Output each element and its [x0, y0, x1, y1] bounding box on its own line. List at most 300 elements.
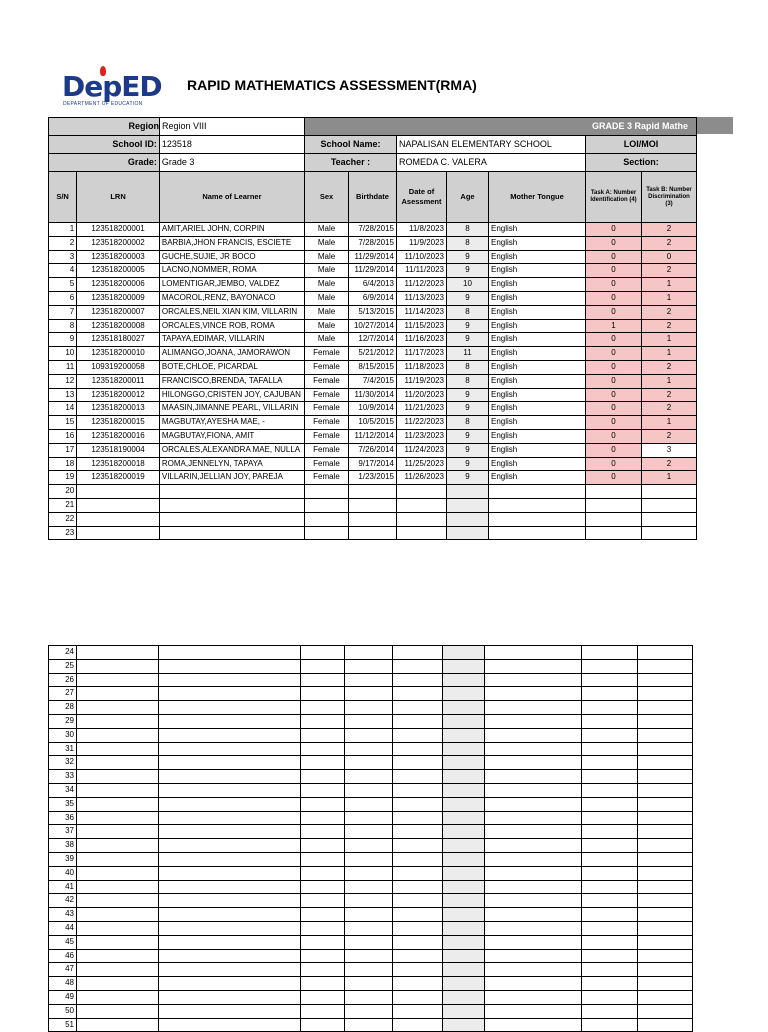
empty-cell[interactable]: [638, 728, 693, 742]
empty-cell[interactable]: [485, 687, 582, 701]
empty-cell[interactable]: [638, 908, 693, 922]
empty-cell[interactable]: [345, 908, 393, 922]
empty-cell[interactable]: [301, 728, 345, 742]
lrn-cell[interactable]: 123518200006: [77, 278, 160, 292]
empty-cell[interactable]: [443, 963, 485, 977]
empty-cell[interactable]: [638, 756, 693, 770]
empty-cell[interactable]: [77, 935, 159, 949]
empty-cell[interactable]: [77, 783, 159, 797]
assessment-date-cell[interactable]: 11/22/2023: [397, 416, 447, 430]
empty-cell[interactable]: [77, 646, 159, 660]
task-b-score-cell[interactable]: 1: [642, 416, 697, 430]
empty-cell[interactable]: [642, 498, 697, 512]
school-name-value[interactable]: NAPALISAN ELEMENTARY SCHOOL: [397, 136, 586, 154]
task-b-score-cell[interactable]: 1: [642, 471, 697, 485]
empty-cell[interactable]: [393, 673, 443, 687]
learner-name-cell[interactable]: LACNO,NOMMER, ROMA: [159, 264, 304, 278]
assessment-date-cell[interactable]: 11/20/2023: [397, 388, 447, 402]
empty-cell[interactable]: [393, 852, 443, 866]
mother-tongue-cell[interactable]: English: [489, 443, 586, 457]
empty-cell[interactable]: [443, 977, 485, 991]
task-b-score-cell[interactable]: 1: [642, 333, 697, 347]
empty-cell[interactable]: [77, 1018, 159, 1032]
learner-name-cell[interactable]: HILONGGO,CRISTEN JOY, CAJUBAN: [159, 388, 304, 402]
empty-cell[interactable]: [582, 825, 638, 839]
sex-cell[interactable]: Female: [305, 416, 349, 430]
mother-tongue-cell[interactable]: English: [489, 388, 586, 402]
empty-cell[interactable]: [349, 526, 397, 540]
assessment-date-cell[interactable]: 11/18/2023: [397, 360, 447, 374]
assessment-date-cell[interactable]: 11/8/2023: [397, 223, 447, 237]
empty-cell[interactable]: [586, 526, 642, 540]
sex-cell[interactable]: Male: [305, 333, 349, 347]
empty-cell[interactable]: [393, 977, 443, 991]
empty-cell[interactable]: [159, 894, 301, 908]
empty-cell[interactable]: [638, 866, 693, 880]
lrn-cell[interactable]: 123518200013: [77, 402, 160, 416]
assessment-date-cell[interactable]: 11/24/2023: [397, 443, 447, 457]
learner-name-cell[interactable]: ORCALES,NEIL XIAN KIM, VILLARIN: [159, 305, 304, 319]
birthdate-cell[interactable]: 6/4/2013: [349, 278, 397, 292]
empty-cell[interactable]: [443, 646, 485, 660]
empty-cell[interactable]: [393, 1004, 443, 1018]
empty-cell[interactable]: [77, 880, 159, 894]
empty-cell[interactable]: [582, 687, 638, 701]
empty-cell[interactable]: [485, 977, 582, 991]
empty-cell[interactable]: [159, 963, 301, 977]
empty-cell[interactable]: [638, 646, 693, 660]
empty-cell[interactable]: [582, 880, 638, 894]
empty-cell[interactable]: [393, 797, 443, 811]
empty-cell[interactable]: [301, 701, 345, 715]
empty-cell[interactable]: [301, 714, 345, 728]
teacher-value[interactable]: ROMEDA C. VALERA: [397, 154, 586, 172]
empty-cell[interactable]: [159, 659, 301, 673]
school-id-value[interactable]: 123518: [159, 136, 304, 154]
empty-cell[interactable]: [77, 756, 159, 770]
empty-cell[interactable]: [638, 811, 693, 825]
task-b-score-cell[interactable]: 1: [642, 374, 697, 388]
empty-cell[interactable]: [159, 701, 301, 715]
empty-cell[interactable]: [393, 770, 443, 784]
empty-cell[interactable]: [345, 852, 393, 866]
empty-cell[interactable]: [345, 839, 393, 853]
empty-cell[interactable]: [443, 728, 485, 742]
empty-cell[interactable]: [159, 866, 301, 880]
empty-cell[interactable]: [159, 742, 301, 756]
empty-cell[interactable]: [159, 935, 301, 949]
empty-cell[interactable]: [159, 728, 301, 742]
mother-tongue-cell[interactable]: English: [489, 319, 586, 333]
task-a-score-cell[interactable]: 0: [586, 223, 642, 237]
sex-cell[interactable]: Male: [305, 250, 349, 264]
empty-cell[interactable]: [159, 498, 304, 512]
empty-cell[interactable]: [642, 512, 697, 526]
empty-cell[interactable]: [485, 797, 582, 811]
task-b-score-cell[interactable]: 2: [642, 236, 697, 250]
empty-cell[interactable]: [638, 963, 693, 977]
empty-cell[interactable]: [159, 783, 301, 797]
sex-cell[interactable]: Female: [305, 402, 349, 416]
empty-cell[interactable]: [159, 797, 301, 811]
empty-cell[interactable]: [443, 673, 485, 687]
task-a-score-cell[interactable]: 0: [586, 305, 642, 319]
empty-cell[interactable]: [582, 1004, 638, 1018]
assessment-date-cell[interactable]: 11/16/2023: [397, 333, 447, 347]
empty-cell[interactable]: [443, 894, 485, 908]
empty-cell[interactable]: [582, 852, 638, 866]
empty-cell[interactable]: [345, 977, 393, 991]
empty-cell[interactable]: [159, 949, 301, 963]
assessment-date-cell[interactable]: 11/12/2023: [397, 278, 447, 292]
empty-cell[interactable]: [159, 908, 301, 922]
empty-cell[interactable]: [393, 1018, 443, 1032]
sex-cell[interactable]: Female: [305, 429, 349, 443]
mother-tongue-cell[interactable]: English: [489, 264, 586, 278]
lrn-cell[interactable]: 123518200015: [77, 416, 160, 430]
empty-cell[interactable]: [301, 687, 345, 701]
empty-cell[interactable]: [159, 485, 304, 499]
empty-cell[interactable]: [638, 1004, 693, 1018]
empty-cell[interactable]: [582, 921, 638, 935]
task-a-score-cell[interactable]: 0: [586, 374, 642, 388]
birthdate-cell[interactable]: 7/28/2015: [349, 223, 397, 237]
empty-cell[interactable]: [638, 894, 693, 908]
empty-cell[interactable]: [393, 880, 443, 894]
empty-cell[interactable]: [485, 852, 582, 866]
empty-cell[interactable]: [301, 908, 345, 922]
mother-tongue-cell[interactable]: English: [489, 457, 586, 471]
empty-cell[interactable]: [345, 646, 393, 660]
lrn-cell[interactable]: 123518200012: [77, 388, 160, 402]
empty-cell[interactable]: [301, 852, 345, 866]
empty-cell[interactable]: [443, 811, 485, 825]
empty-cell[interactable]: [485, 783, 582, 797]
task-a-score-cell[interactable]: 0: [586, 278, 642, 292]
empty-cell[interactable]: [301, 659, 345, 673]
empty-cell[interactable]: [582, 908, 638, 922]
task-a-score-cell[interactable]: 1: [586, 319, 642, 333]
empty-cell[interactable]: [443, 935, 485, 949]
task-a-score-cell[interactable]: 0: [586, 291, 642, 305]
empty-cell[interactable]: [638, 673, 693, 687]
empty-cell[interactable]: [485, 825, 582, 839]
empty-cell[interactable]: [301, 839, 345, 853]
empty-cell[interactable]: [443, 770, 485, 784]
mother-tongue-cell[interactable]: English: [489, 291, 586, 305]
empty-cell[interactable]: [397, 485, 447, 499]
mother-tongue-cell[interactable]: English: [489, 429, 586, 443]
empty-cell[interactable]: [393, 866, 443, 880]
task-a-score-cell[interactable]: 0: [586, 347, 642, 361]
empty-cell[interactable]: [638, 701, 693, 715]
sex-cell[interactable]: Male: [305, 291, 349, 305]
empty-cell[interactable]: [485, 646, 582, 660]
empty-cell[interactable]: [638, 977, 693, 991]
empty-cell[interactable]: [77, 977, 159, 991]
empty-cell[interactable]: [443, 687, 485, 701]
empty-cell[interactable]: [485, 1004, 582, 1018]
task-a-score-cell[interactable]: 0: [586, 333, 642, 347]
empty-cell[interactable]: [582, 646, 638, 660]
task-a-score-cell[interactable]: 0: [586, 360, 642, 374]
empty-cell[interactable]: [582, 770, 638, 784]
task-b-score-cell[interactable]: 1: [642, 347, 697, 361]
task-a-score-cell[interactable]: 0: [586, 264, 642, 278]
empty-cell[interactable]: [582, 977, 638, 991]
birthdate-cell[interactable]: 7/28/2015: [349, 236, 397, 250]
empty-cell[interactable]: [393, 949, 443, 963]
learner-name-cell[interactable]: VILLARIN,JELLIAN JOY, PAREJA: [159, 471, 304, 485]
empty-cell[interactable]: [77, 673, 159, 687]
empty-cell[interactable]: [345, 866, 393, 880]
empty-cell[interactable]: [397, 512, 447, 526]
empty-cell[interactable]: [159, 880, 301, 894]
empty-cell[interactable]: [393, 728, 443, 742]
empty-cell[interactable]: [393, 783, 443, 797]
birthdate-cell[interactable]: 11/29/2014: [349, 264, 397, 278]
empty-cell[interactable]: [77, 949, 159, 963]
empty-cell[interactable]: [301, 963, 345, 977]
empty-cell[interactable]: [301, 921, 345, 935]
empty-cell[interactable]: [485, 1018, 582, 1032]
empty-cell[interactable]: [345, 949, 393, 963]
learner-name-cell[interactable]: MAGBUTAY,AYESHA MAE, -: [159, 416, 304, 430]
empty-cell[interactable]: [485, 742, 582, 756]
empty-cell[interactable]: [301, 880, 345, 894]
empty-cell[interactable]: [393, 963, 443, 977]
task-b-score-cell[interactable]: 2: [642, 429, 697, 443]
empty-cell[interactable]: [582, 949, 638, 963]
empty-cell[interactable]: [305, 512, 349, 526]
birthdate-cell[interactable]: 7/4/2015: [349, 374, 397, 388]
empty-cell[interactable]: [77, 825, 159, 839]
empty-cell[interactable]: [638, 783, 693, 797]
empty-cell[interactable]: [485, 756, 582, 770]
empty-cell[interactable]: [301, 949, 345, 963]
sex-cell[interactable]: Female: [305, 374, 349, 388]
lrn-cell[interactable]: 123518200007: [77, 305, 160, 319]
empty-cell[interactable]: [397, 526, 447, 540]
empty-cell[interactable]: [77, 512, 160, 526]
lrn-cell[interactable]: 123518200009: [77, 291, 160, 305]
empty-cell[interactable]: [638, 839, 693, 853]
empty-cell[interactable]: [159, 512, 304, 526]
empty-cell[interactable]: [638, 825, 693, 839]
learner-name-cell[interactable]: MACOROL,RENZ, BAYONACO: [159, 291, 304, 305]
birthdate-cell[interactable]: 10/9/2014: [349, 402, 397, 416]
assessment-date-cell[interactable]: 11/17/2023: [397, 347, 447, 361]
learner-name-cell[interactable]: MAASIN,JIMANNE PEARL, VILLARIN: [159, 402, 304, 416]
empty-cell[interactable]: [345, 714, 393, 728]
empty-cell[interactable]: [345, 687, 393, 701]
sex-cell[interactable]: Female: [305, 360, 349, 374]
empty-cell[interactable]: [345, 673, 393, 687]
empty-cell[interactable]: [393, 908, 443, 922]
empty-cell[interactable]: [443, 659, 485, 673]
empty-cell[interactable]: [393, 839, 443, 853]
lrn-cell[interactable]: 123518200001: [77, 223, 160, 237]
empty-cell[interactable]: [301, 770, 345, 784]
empty-cell[interactable]: [582, 714, 638, 728]
empty-cell[interactable]: [77, 687, 159, 701]
empty-cell[interactable]: [393, 687, 443, 701]
learner-name-cell[interactable]: ORCALES,VINCE ROB, ROMA: [159, 319, 304, 333]
empty-cell[interactable]: [345, 783, 393, 797]
sex-cell[interactable]: Male: [305, 305, 349, 319]
empty-cell[interactable]: [393, 742, 443, 756]
empty-cell[interactable]: [77, 1004, 159, 1018]
empty-cell[interactable]: [345, 825, 393, 839]
assessment-date-cell[interactable]: 11/10/2023: [397, 250, 447, 264]
sex-cell[interactable]: Female: [305, 347, 349, 361]
task-b-score-cell[interactable]: 1: [642, 291, 697, 305]
empty-cell[interactable]: [159, 852, 301, 866]
empty-cell[interactable]: [349, 498, 397, 512]
empty-cell[interactable]: [586, 512, 642, 526]
empty-cell[interactable]: [77, 770, 159, 784]
empty-cell[interactable]: [443, 949, 485, 963]
empty-cell[interactable]: [485, 811, 582, 825]
empty-cell[interactable]: [485, 880, 582, 894]
empty-cell[interactable]: [443, 1018, 485, 1032]
lrn-cell[interactable]: 123518200005: [77, 264, 160, 278]
empty-cell[interactable]: [77, 701, 159, 715]
learner-name-cell[interactable]: GUCHE,SUJIE, JR BOCO: [159, 250, 304, 264]
empty-cell[interactable]: [345, 742, 393, 756]
empty-cell[interactable]: [77, 498, 160, 512]
learner-name-cell[interactable]: AMIT,ARIEL JOHN, CORPIN: [159, 223, 304, 237]
mother-tongue-cell[interactable]: English: [489, 236, 586, 250]
lrn-cell[interactable]: 123518180027: [77, 333, 160, 347]
empty-cell[interactable]: [159, 1004, 301, 1018]
empty-cell[interactable]: [485, 728, 582, 742]
assessment-date-cell[interactable]: 11/21/2023: [397, 402, 447, 416]
empty-cell[interactable]: [77, 797, 159, 811]
empty-cell[interactable]: [443, 783, 485, 797]
empty-cell[interactable]: [485, 921, 582, 935]
empty-cell[interactable]: [443, 742, 485, 756]
assessment-date-cell[interactable]: 11/11/2023: [397, 264, 447, 278]
task-b-score-cell[interactable]: 2: [642, 319, 697, 333]
empty-cell[interactable]: [159, 977, 301, 991]
empty-cell[interactable]: [443, 701, 485, 715]
empty-cell[interactable]: [443, 852, 485, 866]
lrn-cell[interactable]: 123518200002: [77, 236, 160, 250]
empty-cell[interactable]: [345, 963, 393, 977]
empty-cell[interactable]: [301, 811, 345, 825]
empty-cell[interactable]: [443, 921, 485, 935]
empty-cell[interactable]: [485, 673, 582, 687]
empty-cell[interactable]: [159, 714, 301, 728]
learner-name-cell[interactable]: MAGBUTAY,FIONA, AMIT: [159, 429, 304, 443]
lrn-cell[interactable]: 123518190004: [77, 443, 160, 457]
empty-cell[interactable]: [393, 659, 443, 673]
learner-name-cell[interactable]: ALIMANGO,JOANA, JAMORAWON: [159, 347, 304, 361]
empty-cell[interactable]: [301, 783, 345, 797]
lrn-cell[interactable]: 123518200018: [77, 457, 160, 471]
empty-cell[interactable]: [345, 880, 393, 894]
empty-cell[interactable]: [485, 839, 582, 853]
empty-cell[interactable]: [301, 1018, 345, 1032]
sex-cell[interactable]: Female: [305, 457, 349, 471]
empty-cell[interactable]: [582, 894, 638, 908]
empty-cell[interactable]: [485, 714, 582, 728]
empty-cell[interactable]: [77, 990, 159, 1004]
empty-cell[interactable]: [642, 485, 697, 499]
empty-cell[interactable]: [301, 742, 345, 756]
region-value[interactable]: Region VIII: [159, 118, 304, 135]
learner-name-cell[interactable]: LOMENTIGAR,JEMBO, VALDEZ: [159, 278, 304, 292]
empty-cell[interactable]: [638, 770, 693, 784]
birthdate-cell[interactable]: 1/23/2015: [349, 471, 397, 485]
task-b-score-cell[interactable]: 2: [642, 305, 697, 319]
empty-cell[interactable]: [485, 659, 582, 673]
empty-cell[interactable]: [443, 1004, 485, 1018]
lrn-cell[interactable]: 123518200011: [77, 374, 160, 388]
task-a-score-cell[interactable]: 0: [586, 443, 642, 457]
task-a-score-cell[interactable]: 0: [586, 250, 642, 264]
task-a-score-cell[interactable]: 0: [586, 402, 642, 416]
empty-cell[interactable]: [582, 742, 638, 756]
birthdate-cell[interactable]: 12/7/2014: [349, 333, 397, 347]
empty-cell[interactable]: [485, 908, 582, 922]
task-b-score-cell[interactable]: 2: [642, 223, 697, 237]
empty-cell[interactable]: [582, 990, 638, 1004]
empty-cell[interactable]: [582, 728, 638, 742]
birthdate-cell[interactable]: 11/30/2014: [349, 388, 397, 402]
task-b-score-cell[interactable]: 2: [642, 264, 697, 278]
empty-cell[interactable]: [489, 498, 586, 512]
mother-tongue-cell[interactable]: English: [489, 333, 586, 347]
empty-cell[interactable]: [345, 770, 393, 784]
empty-cell[interactable]: [443, 880, 485, 894]
task-a-score-cell[interactable]: 0: [586, 388, 642, 402]
empty-cell[interactable]: [393, 646, 443, 660]
lrn-cell[interactable]: 123518200003: [77, 250, 160, 264]
empty-cell[interactable]: [489, 512, 586, 526]
empty-cell[interactable]: [77, 921, 159, 935]
learner-name-cell[interactable]: FRANCISCO,BRENDA, TAFALLA: [159, 374, 304, 388]
empty-cell[interactable]: [77, 526, 160, 540]
empty-cell[interactable]: [301, 797, 345, 811]
empty-cell[interactable]: [485, 866, 582, 880]
mother-tongue-cell[interactable]: English: [489, 223, 586, 237]
birthdate-cell[interactable]: 11/29/2014: [349, 250, 397, 264]
empty-cell[interactable]: [301, 646, 345, 660]
empty-cell[interactable]: [345, 659, 393, 673]
empty-cell[interactable]: [447, 498, 489, 512]
birthdate-cell[interactable]: 5/13/2015: [349, 305, 397, 319]
empty-cell[interactable]: [393, 714, 443, 728]
empty-cell[interactable]: [159, 526, 304, 540]
task-b-score-cell[interactable]: 2: [642, 457, 697, 471]
empty-cell[interactable]: [301, 673, 345, 687]
task-b-score-cell[interactable]: 0: [642, 250, 697, 264]
empty-cell[interactable]: [638, 797, 693, 811]
empty-cell[interactable]: [443, 990, 485, 1004]
empty-cell[interactable]: [485, 949, 582, 963]
empty-cell[interactable]: [443, 714, 485, 728]
mother-tongue-cell[interactable]: English: [489, 305, 586, 319]
empty-cell[interactable]: [345, 935, 393, 949]
empty-cell[interactable]: [638, 935, 693, 949]
empty-cell[interactable]: [397, 498, 447, 512]
empty-cell[interactable]: [582, 673, 638, 687]
assessment-date-cell[interactable]: 11/14/2023: [397, 305, 447, 319]
empty-cell[interactable]: [77, 659, 159, 673]
empty-cell[interactable]: [489, 526, 586, 540]
